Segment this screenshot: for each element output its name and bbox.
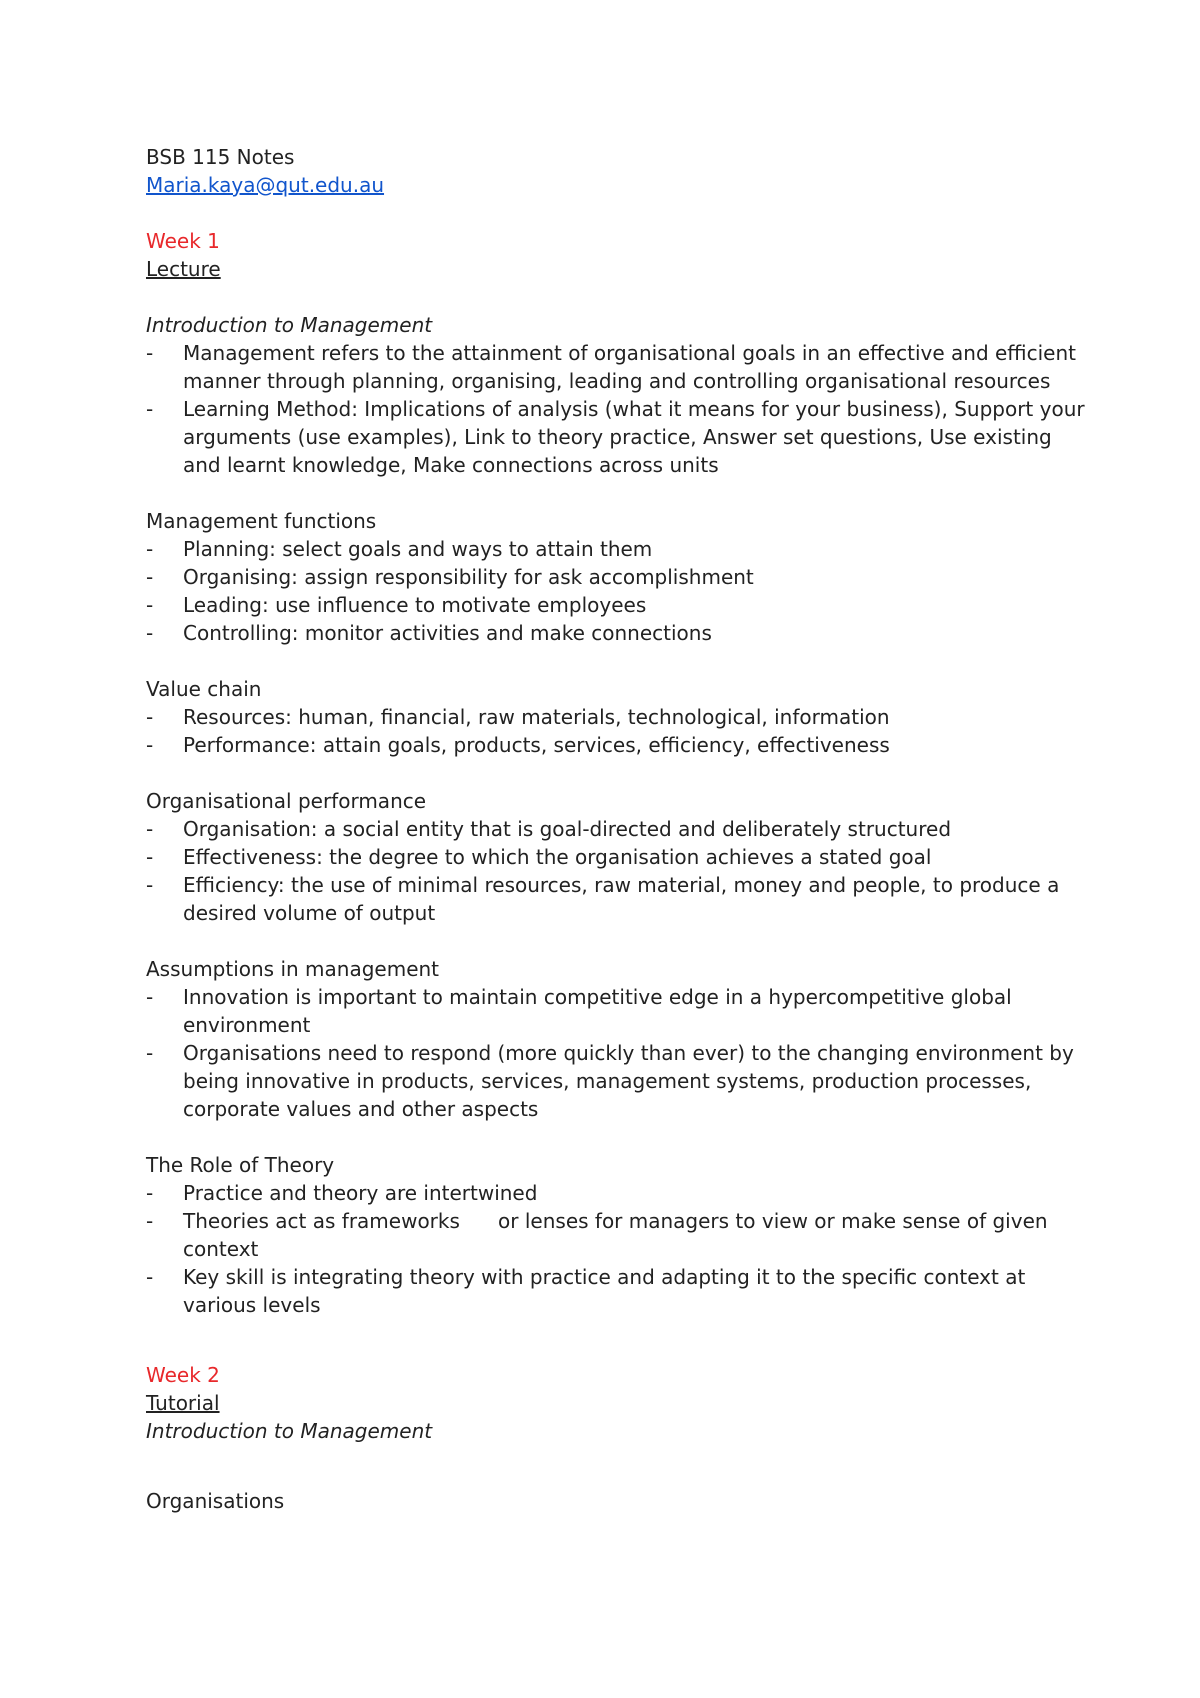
list-item: - Efficiency: the use of minimal resources, raw material, money and people, to produce a desired volume of output [146,873,1060,925]
doc-title: BSB 115 Notes [146,145,295,169]
week-1-topic: Introduction to Management [146,313,433,337]
section-heading-management-functions: Management functions [146,509,377,533]
management-functions-list [146,535,1086,647]
section-heading-role-of-theory: The Role of Theory [146,1153,335,1177]
organisational-performance-list [146,815,1086,927]
week-1-heading: Week 1 [146,229,220,253]
list-item: - Resources: human, financial, raw materials, technological, information [146,705,890,729]
assumptions-list [146,983,1086,1123]
list-item: - Theories act as frameworks or lenses for managers to view or make sense of given context [146,1209,1054,1261]
list-item: - Learning Method: Implications of analysis (what it means for your business), Support your arguments (use examples), Link to theory practice, Answer set questions, Use existing and learnt knowledge, Make connections across units [146,397,1085,477]
list-item: - Leading: use influence to motivate employees [146,593,647,617]
list-item: - Effectiveness: the degree to which the organisation achieves a stated goal [146,845,932,869]
week-2-session: Tutorial [146,1391,220,1415]
section-heading-value-chain: Value chain [146,677,262,701]
list-item: - Key skill is integrating theory with practice and adapting it to the specific context at various levels [146,1265,1026,1317]
section-heading-assumptions: Assumptions in management [146,957,440,981]
list-item: - Innovation is important to maintain competitive edge in a hypercompetitive global environment [146,985,1012,1037]
section-heading-organisations: Organisations [146,1489,285,1513]
list-item: - Management refers to the attainment of organisational goals in an effective and efficient manner through planning, organising, leading and controlling organisational resources [146,341,1077,393]
list-item: - Planning: select goals and ways to attain them [146,537,653,561]
list-item: - Organisation: a social entity that is goal-directed and deliberately structured [146,817,952,841]
role-of-theory-list [146,1179,1086,1319]
week-2-topic: Introduction to Management [146,1419,433,1443]
list-item: - Organising: assign responsibility for ask accomplishment [146,565,754,589]
list-item: - Performance: attain goals, products, services, efficiency, effectiveness [146,733,890,757]
list-item: - Controlling: monitor activities and make connections [146,621,712,645]
intro-bullets [146,339,1086,479]
list-item: - Practice and theory are intertwined [146,1181,538,1205]
week-1-session: Lecture [146,257,221,281]
document-page [146,143,1086,1515]
value-chain-list [146,703,1086,759]
email-link[interactable]: Maria.kaya@qut.edu.au [146,173,385,197]
section-heading-organisational-performance: Organisational performance [146,789,427,813]
week-2-heading: Week 2 [146,1363,220,1387]
list-item: - Organisations need to respond (more quickly than ever) to the changing environment by being innovative in products, services, management systems, production processes, corporate values and other aspects [146,1041,1074,1121]
